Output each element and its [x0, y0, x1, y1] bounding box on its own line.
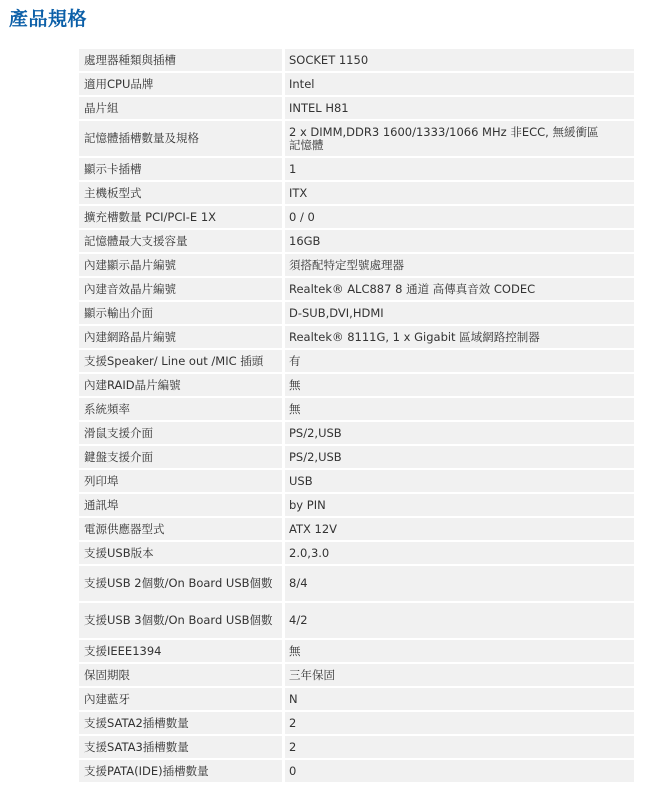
spec-value: 2 [282, 712, 634, 734]
spec-value: Intel [282, 73, 634, 95]
spec-value: 0 / 0 [282, 206, 634, 228]
spec-label: 支援SATA2插槽數量 [79, 712, 282, 734]
spec-value: 16GB [282, 230, 634, 252]
spec-row [79, 566, 634, 601]
spec-label: 支援Speaker/ Line out /MIC 插頭 [79, 350, 282, 372]
spec-label: 支援USB 2個數/On Board USB個數 [79, 566, 282, 601]
spec-value: Realtek® ALC887 8 通道 高傳真音效 CODEC [282, 278, 634, 300]
spec-row [79, 688, 634, 710]
spec-value: SOCKET 1150 [282, 49, 634, 71]
spec-row [79, 446, 634, 468]
spec-row [79, 326, 634, 348]
spec-table [79, 47, 634, 784]
spec-label: 支援USB版本 [79, 542, 282, 564]
spec-row [79, 712, 634, 734]
spec-value: PS/2,USB [282, 446, 634, 468]
spec-value: PS/2,USB [282, 422, 634, 444]
spec-row [79, 518, 634, 540]
spec-row [79, 49, 634, 71]
spec-label: 適用CPU品牌 [79, 73, 282, 95]
spec-value: 無 [282, 398, 634, 420]
spec-label: 記憶體插槽數量及規格 [79, 121, 282, 156]
spec-value: 2.0,3.0 [282, 542, 634, 564]
spec-label: 內建藍牙 [79, 688, 282, 710]
spec-label: 支援PATA(IDE)插槽數量 [79, 760, 282, 782]
spec-row [79, 422, 634, 444]
spec-value: ITX [282, 182, 634, 204]
spec-value: INTEL H81 [282, 97, 634, 119]
spec-label: 內建音效晶片編號 [79, 278, 282, 300]
spec-row [79, 374, 634, 396]
spec-row [79, 760, 634, 782]
spec-row [79, 158, 634, 180]
spec-value: 8/4 [282, 566, 634, 601]
spec-row [79, 230, 634, 252]
spec-label: 記憶體最大支援容量 [79, 230, 282, 252]
spec-value: 須搭配特定型號處理器 [282, 254, 634, 276]
spec-row [79, 470, 634, 492]
page-title: 產品規格 [9, 8, 88, 30]
spec-row [79, 494, 634, 516]
spec-label: 顯示卡插槽 [79, 158, 282, 180]
spec-label: 內建RAID晶片編號 [79, 374, 282, 396]
spec-label: 保固期限 [79, 664, 282, 686]
spec-label: 晶片組 [79, 97, 282, 119]
spec-value: 無 [282, 374, 634, 396]
spec-row [79, 664, 634, 686]
spec-label: 滑鼠支援介面 [79, 422, 282, 444]
spec-row [79, 350, 634, 372]
spec-row [79, 603, 634, 638]
spec-value: N [282, 688, 634, 710]
spec-row [79, 182, 634, 204]
spec-value: ATX 12V [282, 518, 634, 540]
spec-row [79, 278, 634, 300]
spec-label: 主機板型式 [79, 182, 282, 204]
spec-value: by PIN [282, 494, 634, 516]
spec-row [79, 736, 634, 758]
spec-label: 支援USB 3個數/On Board USB個數 [79, 603, 282, 638]
spec-row [79, 121, 634, 156]
spec-label: 支援SATA3插槽數量 [79, 736, 282, 758]
spec-value: 無 [282, 640, 634, 662]
spec-label: 內建網路晶片編號 [79, 326, 282, 348]
spec-label: 通訊埠 [79, 494, 282, 516]
spec-label: 列印埠 [79, 470, 282, 492]
spec-value: 2 [282, 736, 634, 758]
spec-row [79, 640, 634, 662]
spec-value: USB [282, 470, 634, 492]
spec-row [79, 398, 634, 420]
spec-value: 0 [282, 760, 634, 782]
spec-row [79, 206, 634, 228]
spec-row [79, 302, 634, 324]
spec-label: 系統頻率 [79, 398, 282, 420]
spec-row [79, 254, 634, 276]
spec-label: 電源供應器型式 [79, 518, 282, 540]
spec-value: D-SUB,DVI,HDMI [282, 302, 634, 324]
spec-label: 顯示輸出介面 [79, 302, 282, 324]
spec-row [79, 97, 634, 119]
spec-label: 支援IEEE1394 [79, 640, 282, 662]
spec-value: Realtek® 8111G, 1 x Gigabit 區域網路控制器 [282, 326, 634, 348]
spec-value: 1 [282, 158, 634, 180]
spec-row [79, 542, 634, 564]
spec-value: 2 x DIMM,DDR3 1600/1333/1066 MHz 非ECC, 無緩衝區 記憶體 [282, 121, 634, 156]
spec-label: 鍵盤支援介面 [79, 446, 282, 468]
spec-row [79, 73, 634, 95]
spec-value: 4/2 [282, 603, 634, 638]
spec-label: 處理器種類與插槽 [79, 49, 282, 71]
spec-label: 擴充槽數量 PCI/PCI-E 1X [79, 206, 282, 228]
spec-value: 有 [282, 350, 634, 372]
spec-label: 內建顯示晶片編號 [79, 254, 282, 276]
spec-value: 三年保固 [282, 664, 634, 686]
